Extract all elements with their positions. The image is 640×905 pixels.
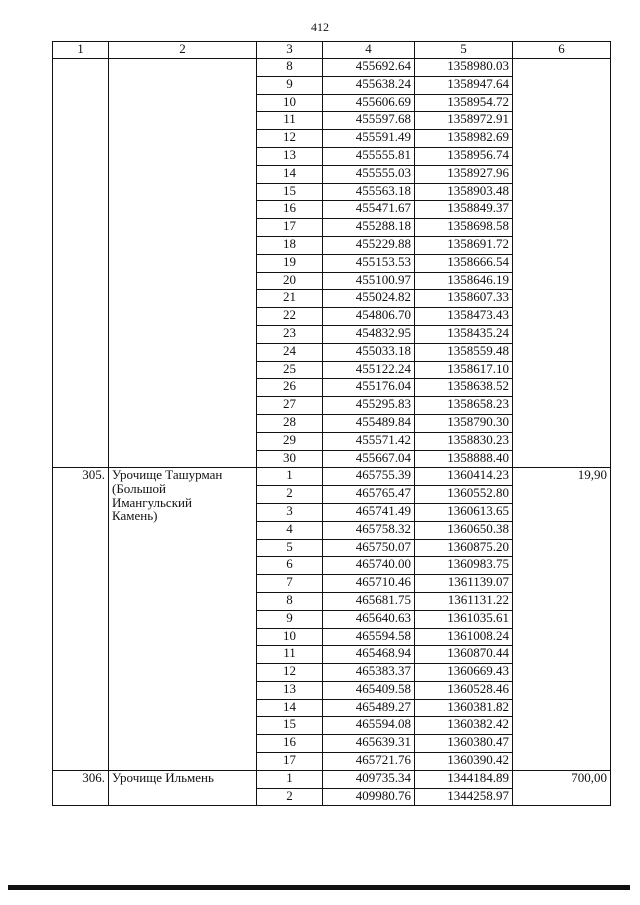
point-number: 28 [257, 414, 323, 432]
coordinate-y: 1358980.03 [415, 59, 513, 77]
coordinate-x: 465639.31 [323, 735, 415, 753]
coordinate-x: 465740.00 [323, 557, 415, 575]
point-number: 13 [257, 147, 323, 165]
coordinate-y: 1358646.19 [415, 272, 513, 290]
coordinate-x: 455606.69 [323, 94, 415, 112]
point-number: 25 [257, 361, 323, 379]
coordinate-y: 1358698.58 [415, 219, 513, 237]
coordinate-y: 1360414.23 [415, 468, 513, 486]
point-number: 22 [257, 308, 323, 326]
point-number: 9 [257, 610, 323, 628]
object-area: 700,00 [513, 770, 611, 806]
coordinate-x: 455122.24 [323, 361, 415, 379]
coordinate-x: 465721.76 [323, 753, 415, 771]
point-number: 29 [257, 432, 323, 450]
coordinate-x: 455555.03 [323, 165, 415, 183]
coordinate-x: 455571.42 [323, 432, 415, 450]
point-number: 8 [257, 59, 323, 77]
coordinate-y: 1358638.52 [415, 379, 513, 397]
coordinate-y: 1358666.54 [415, 254, 513, 272]
coordinate-x: 409980.76 [323, 788, 415, 806]
coordinate-x: 465765.47 [323, 486, 415, 504]
coordinate-x: 454806.70 [323, 308, 415, 326]
point-number: 12 [257, 664, 323, 682]
point-number: 11 [257, 646, 323, 664]
coordinate-y: 1358473.43 [415, 308, 513, 326]
coordinate-x: 455153.53 [323, 254, 415, 272]
coordinate-y: 1361035.61 [415, 610, 513, 628]
point-number: 1 [257, 468, 323, 486]
table-row [53, 770, 611, 788]
point-number: 21 [257, 290, 323, 308]
coordinate-y: 1358607.33 [415, 290, 513, 308]
point-number: 2 [257, 788, 323, 806]
coordinate-y: 1358691.72 [415, 236, 513, 254]
coordinate-x: 465489.27 [323, 699, 415, 717]
header-col-2: 2 [109, 42, 257, 59]
coordinate-x: 455100.97 [323, 272, 415, 290]
point-number: 18 [257, 236, 323, 254]
point-number: 10 [257, 628, 323, 646]
bottom-rule [8, 885, 630, 890]
coordinate-y: 1358947.64 [415, 76, 513, 94]
point-number: 14 [257, 699, 323, 717]
point-number: 23 [257, 325, 323, 343]
table-body [53, 59, 611, 806]
coordinate-y: 1361131.22 [415, 592, 513, 610]
coordinate-y: 1360552.80 [415, 486, 513, 504]
object-number: 306. [53, 770, 109, 806]
coordinate-x: 465468.94 [323, 646, 415, 664]
coordinate-x: 455288.18 [323, 219, 415, 237]
coordinate-x: 455638.24 [323, 76, 415, 94]
coordinate-y: 1358927.96 [415, 165, 513, 183]
coordinate-x: 455471.67 [323, 201, 415, 219]
coordinate-y: 1360650.38 [415, 521, 513, 539]
point-number: 2 [257, 486, 323, 504]
coordinate-y: 1358559.48 [415, 343, 513, 361]
point-number: 11 [257, 112, 323, 130]
coordinate-x: 455591.49 [323, 130, 415, 148]
coordinate-y: 1358954.72 [415, 94, 513, 112]
coordinate-y: 1360613.65 [415, 503, 513, 521]
coordinate-x: 465640.63 [323, 610, 415, 628]
coordinate-y: 1358956.74 [415, 147, 513, 165]
coordinate-y: 1358982.69 [415, 130, 513, 148]
coordinate-x: 455033.18 [323, 343, 415, 361]
point-number: 12 [257, 130, 323, 148]
point-number: 20 [257, 272, 323, 290]
point-number: 4 [257, 521, 323, 539]
table-row [53, 59, 611, 77]
point-number: 24 [257, 343, 323, 361]
point-number: 16 [257, 201, 323, 219]
object-area [513, 59, 611, 468]
point-number: 1 [257, 770, 323, 788]
point-number: 13 [257, 681, 323, 699]
coordinate-y: 1358830.23 [415, 432, 513, 450]
coordinate-x: 455563.18 [323, 183, 415, 201]
point-number: 5 [257, 539, 323, 557]
point-number: 15 [257, 183, 323, 201]
point-number: 6 [257, 557, 323, 575]
coordinate-x: 454832.95 [323, 325, 415, 343]
point-number: 19 [257, 254, 323, 272]
coordinate-y: 1358972.91 [415, 112, 513, 130]
coordinate-y: 1358849.37 [415, 201, 513, 219]
coordinate-y: 1360380.47 [415, 735, 513, 753]
point-number: 17 [257, 219, 323, 237]
coordinate-y: 1361008.24 [415, 628, 513, 646]
coordinate-y: 1358790.30 [415, 414, 513, 432]
coordinate-y: 1358617.10 [415, 361, 513, 379]
coordinate-x: 465750.07 [323, 539, 415, 557]
coordinate-y: 1360983.75 [415, 557, 513, 575]
point-number: 30 [257, 450, 323, 468]
header-col-5: 5 [415, 42, 513, 59]
coordinate-x: 465710.46 [323, 575, 415, 593]
point-number: 8 [257, 592, 323, 610]
header-col-6: 6 [513, 42, 611, 59]
object-area: 19,90 [513, 468, 611, 771]
coordinate-x: 465594.58 [323, 628, 415, 646]
coordinate-x: 455597.68 [323, 112, 415, 130]
coordinate-x: 455489.84 [323, 414, 415, 432]
coordinate-x: 455176.04 [323, 379, 415, 397]
header-col-1: 1 [53, 42, 109, 59]
point-number: 9 [257, 76, 323, 94]
coordinate-x: 409735.34 [323, 770, 415, 788]
coordinate-y: 1360390.42 [415, 753, 513, 771]
coordinate-x: 455692.64 [323, 59, 415, 77]
point-number: 15 [257, 717, 323, 735]
coordinate-y: 1360669.43 [415, 664, 513, 682]
object-name: Урочище Ташурман (Большой Имангульский Камень) [109, 468, 257, 771]
object-name: Урочище Ильмень [109, 770, 257, 806]
coordinate-y: 1360875.20 [415, 539, 513, 557]
header-row [53, 42, 611, 59]
coordinate-x: 465594.08 [323, 717, 415, 735]
coordinate-y: 1360382.42 [415, 717, 513, 735]
point-number: 10 [257, 94, 323, 112]
header-col-3: 3 [257, 42, 323, 59]
point-number: 3 [257, 503, 323, 521]
point-number: 7 [257, 575, 323, 593]
coordinate-x: 465681.75 [323, 592, 415, 610]
object-number [53, 59, 109, 468]
coordinate-x: 465409.58 [323, 681, 415, 699]
coordinates-table [52, 41, 611, 806]
point-number: 14 [257, 165, 323, 183]
point-number: 16 [257, 735, 323, 753]
coordinate-y: 1358435.24 [415, 325, 513, 343]
coordinate-y: 1344184.89 [415, 770, 513, 788]
coordinate-y: 1344258.97 [415, 788, 513, 806]
object-name [109, 59, 257, 468]
coordinate-y: 1358903.48 [415, 183, 513, 201]
point-number: 26 [257, 379, 323, 397]
page-number: 412 [311, 20, 329, 34]
point-number: 17 [257, 753, 323, 771]
coordinate-y: 1361139.07 [415, 575, 513, 593]
object-number: 305. [53, 468, 109, 771]
coordinate-x: 455024.82 [323, 290, 415, 308]
coordinate-x: 455555.81 [323, 147, 415, 165]
coordinate-y: 1360381.82 [415, 699, 513, 717]
coordinate-x: 455295.83 [323, 397, 415, 415]
point-number: 27 [257, 397, 323, 415]
coordinate-y: 1358658.23 [415, 397, 513, 415]
coordinate-y: 1358888.40 [415, 450, 513, 468]
coordinate-y: 1360528.46 [415, 681, 513, 699]
coordinate-x: 465755.39 [323, 468, 415, 486]
coordinate-y: 1360870.44 [415, 646, 513, 664]
coordinate-x: 465758.32 [323, 521, 415, 539]
coordinate-x: 455229.88 [323, 236, 415, 254]
header-col-4: 4 [323, 42, 415, 59]
coordinate-x: 455667.04 [323, 450, 415, 468]
coordinate-x: 465383.37 [323, 664, 415, 682]
coordinate-x: 465741.49 [323, 503, 415, 521]
table-row [53, 468, 611, 486]
